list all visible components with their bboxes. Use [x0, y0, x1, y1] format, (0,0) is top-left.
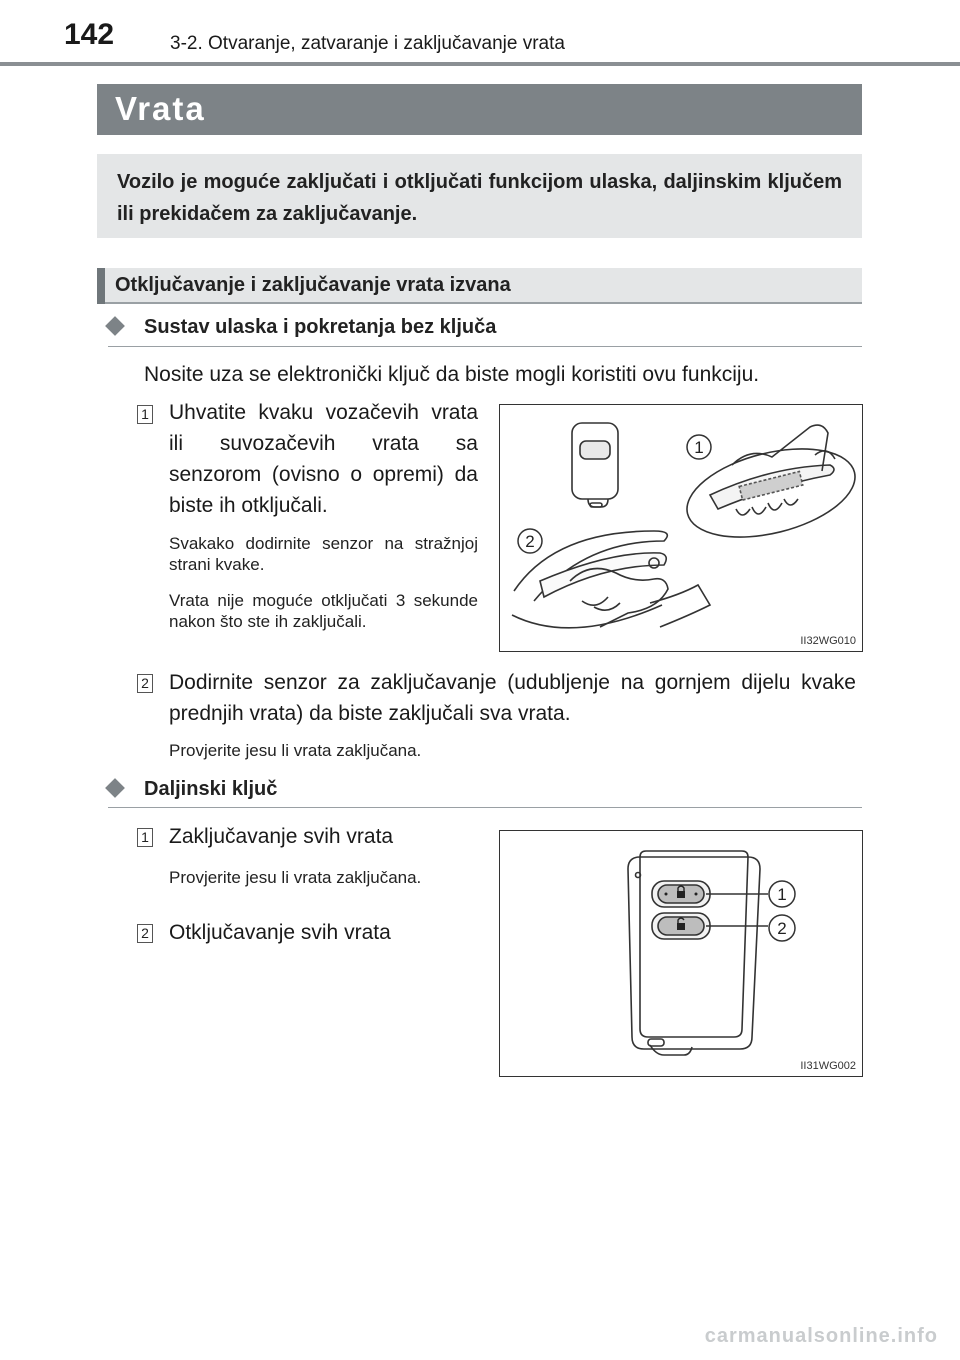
- smart-entry-lead: Nosite uza se elektronički ključ da biste mogli koristiti ovu funkciju.: [144, 363, 760, 386]
- step1-text: Uhvatite kvaku vozačevih vrata ili suvozačevih vrata sa senzorom (ovisno o opremi) da biste ih otključali.: [169, 401, 478, 517]
- door-handle-grip-icon: [678, 425, 862, 553]
- header-divider: [0, 62, 960, 66]
- topic-title-smart-entry: Sustav ulaska i pokretanja bez ključa: [144, 316, 497, 338]
- step1-note-sensor: Svakako dodirnite senzor na stražnjoj strani kvake.: [169, 534, 478, 574]
- remote-lock-note: Provjerite jesu li vrata zaključana.: [169, 868, 422, 887]
- door-handle-illustration: [500, 405, 862, 651]
- topic-divider: [108, 346, 862, 347]
- topic-divider: [108, 807, 862, 808]
- section-banner: [97, 84, 862, 135]
- callout-label: 2: [777, 919, 787, 938]
- step2-text: Dodirnite senzor za zaključavanje (udubljenje na gornjem dijelu kvake prednjih vrata) da biste zaključali sva vrata.: [169, 671, 856, 725]
- step-number: 2: [137, 674, 153, 693]
- topic-title-remote-key: Daljinski ključ: [144, 778, 278, 800]
- subsection-title: Otključavanje i zaključavanje vrata izvana: [115, 274, 511, 296]
- diamond-bullet-icon: [105, 316, 125, 336]
- step-number: 2: [137, 924, 153, 943]
- remote-lock-text: Zaključavanje svih vrata: [169, 825, 394, 848]
- callout-label: 1: [694, 438, 704, 457]
- remote-unlock-text: Otključavanje svih vrata: [169, 921, 391, 944]
- callout-label: 2: [525, 532, 535, 551]
- door-handle-figure: [499, 404, 863, 652]
- callout-label: 1: [777, 885, 787, 904]
- step1-note-delay: Vrata nije moguće otključati 3 sekunde nakon što ste ih zaključali.: [169, 591, 478, 631]
- diamond-bullet-icon: [105, 778, 125, 798]
- smart-key-icon: [572, 423, 618, 507]
- remote-key-figure: [499, 830, 863, 1077]
- figure-code: II31WG002: [800, 1060, 856, 1072]
- step-number: 1: [137, 828, 153, 847]
- section-title: Vrata: [115, 90, 206, 127]
- remote-key-illustration: [500, 831, 862, 1076]
- watermark: carmanualsonline.info: [704, 1325, 938, 1347]
- remote-key-icon: [628, 851, 760, 1055]
- intro-box: [97, 154, 862, 238]
- chapter-title: 3-2. Otvaranje, zatvaranje i zaključavanje vrata: [170, 33, 565, 54]
- subsection-heading: [97, 268, 862, 304]
- intro-text: Vozilo je moguće zaključati i otključati funkcijom ulaska, daljinskim ključem ili prekidačem za zaključavanje.: [117, 171, 842, 225]
- figure-code: II32WG010: [800, 635, 856, 647]
- subsection-marker: [97, 268, 105, 304]
- step-number: 1: [137, 405, 153, 424]
- page-number: 142: [64, 18, 115, 51]
- step2-note: Provjerite jesu li vrata zaključana.: [169, 741, 422, 760]
